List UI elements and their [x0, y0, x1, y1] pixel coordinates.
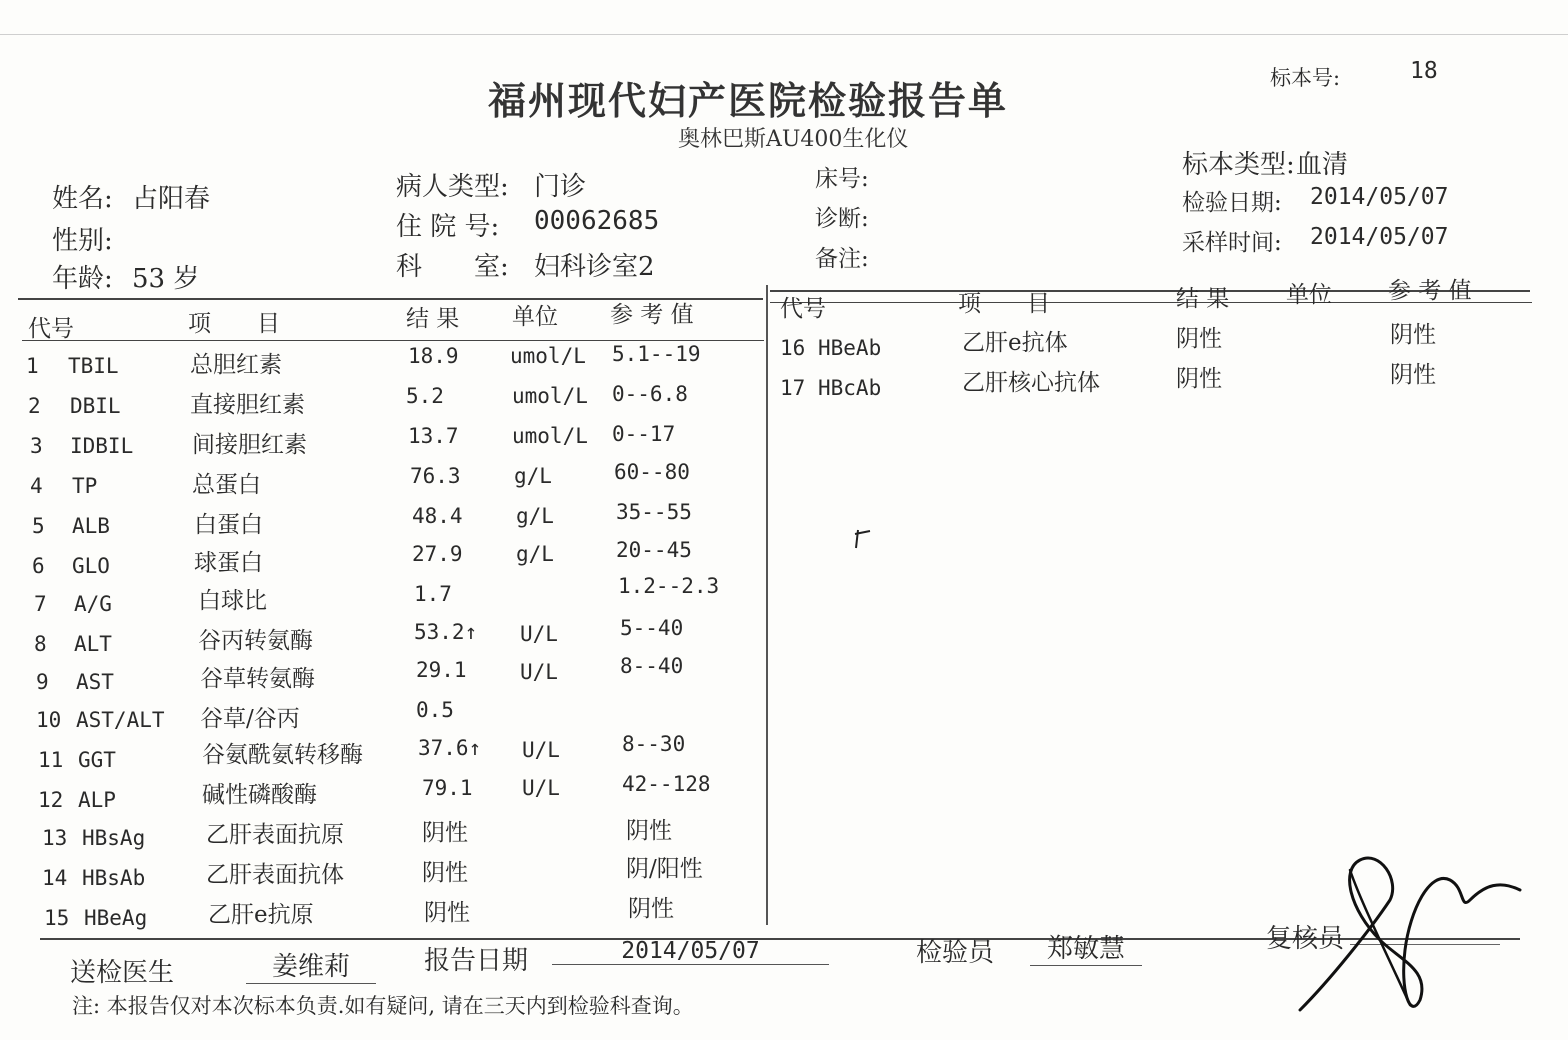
row-no: 12: [38, 788, 64, 812]
row-result: 37.6↑: [418, 736, 482, 760]
row-unit: U/L: [520, 622, 558, 646]
row-ref: 阴性: [1390, 322, 1436, 348]
doctor-name: 姜维莉: [246, 946, 376, 984]
patient-type: 门诊: [534, 172, 587, 202]
row-result: 阴性: [422, 820, 468, 846]
tester-name: 郑敏慧: [1030, 928, 1142, 966]
row-code: AST/ALT: [76, 708, 165, 732]
sample-time-label: 采样时间:: [1182, 230, 1282, 256]
row-no: 10: [36, 708, 62, 732]
row-unit: U/L: [520, 660, 558, 684]
row-code: HBeAg: [84, 906, 148, 930]
row-result: 76.3: [410, 464, 461, 488]
row-no: 15: [44, 906, 70, 930]
report-date: 2014/05/07: [552, 938, 829, 965]
header-unit: 单位: [512, 304, 558, 330]
row-no: 13: [42, 826, 68, 850]
header-code: 代号: [28, 316, 74, 342]
row-name: 谷氨酰氨转移酶: [202, 742, 363, 768]
header-result-right: 结 果: [1176, 286, 1230, 312]
row-result: 5.2: [406, 384, 444, 408]
row-code: IDBIL: [70, 434, 134, 458]
header-item-right: 项 目: [958, 291, 1050, 317]
row-name: 谷草转氨酶: [200, 666, 315, 692]
header-item: 项 目: [188, 311, 280, 337]
row-name: 球蛋白: [194, 550, 263, 576]
row-name: 乙肝表面抗原: [206, 822, 344, 848]
row-ref: 8--40: [620, 654, 684, 678]
sample-time: 2014/05/07: [1310, 224, 1449, 250]
department: 妇科诊室2: [534, 252, 655, 282]
sample-no: 18: [1410, 58, 1438, 84]
row-ref: 阴/阳性: [626, 856, 703, 882]
row-unit: g/L: [514, 464, 552, 488]
row-ref: 35--55: [616, 500, 692, 524]
row-unit: g/L: [516, 542, 554, 566]
row-unit: umol/L: [512, 424, 588, 448]
row-code: AST: [76, 670, 114, 694]
row-name: 谷丙转氨酶: [198, 628, 313, 654]
admission-no: 00062685: [534, 206, 660, 236]
row-code: GGT: [78, 748, 116, 772]
row-result: 48.4: [412, 504, 463, 528]
row-result: 1.7: [414, 582, 452, 606]
header-rule-left: [22, 340, 764, 341]
row-name: 直接胆红素: [190, 392, 305, 418]
row-no: 6: [32, 554, 45, 578]
name-label: 姓名:: [52, 184, 113, 214]
row-result: 阴性: [422, 860, 468, 886]
row-no: 5: [32, 514, 45, 538]
dept-label: 科 室:: [396, 252, 509, 282]
specimen-type-label: 标本类型:: [1182, 150, 1295, 180]
header-ref-right: 参 考 值: [1388, 278, 1472, 304]
reviewer-label: 复核员: [1266, 924, 1345, 954]
header-code-right: 代号: [780, 296, 826, 322]
row-ref: 60--80: [614, 460, 690, 484]
row-name: 总胆红素: [190, 352, 282, 378]
row-code: HBsAg: [82, 826, 146, 850]
row-result: 阴性: [424, 900, 470, 926]
row-name: 乙肝核心抗体: [962, 370, 1100, 396]
bed-label: 床号:: [815, 166, 869, 192]
header-unit-right: 单位: [1286, 282, 1332, 308]
age-label: 年龄:: [52, 264, 113, 294]
row-name: 谷草/谷丙: [200, 706, 300, 732]
row-ref: 0--6.8: [612, 382, 688, 406]
row-name: 乙肝e抗体: [962, 330, 1068, 356]
row-name: 总蛋白: [192, 472, 261, 498]
row-result: 53.2↑: [414, 620, 478, 644]
row-result: 13.7: [408, 424, 459, 448]
remarks-label: 备注:: [815, 246, 869, 272]
patient-type-label: 病人类型:: [396, 172, 509, 202]
row-unit: umol/L: [512, 384, 588, 408]
row-no: 9: [36, 670, 49, 694]
report-title: 福州现代妇产医院检验报告单: [488, 78, 1009, 123]
header-result: 结 果: [406, 306, 460, 332]
row-code: A/G: [74, 592, 112, 616]
sample-no-label: 标本号:: [1270, 66, 1341, 90]
row-code: ALB: [72, 514, 110, 538]
row-no: 7: [34, 592, 47, 616]
row-no: 3: [30, 434, 43, 458]
row-code: TP: [72, 474, 98, 498]
row-result: 79.1: [422, 776, 473, 800]
row-no: 16: [780, 336, 806, 360]
footer-note: 注: 本报告仅对本次标本负责.如有疑问, 请在三天内到检验科查询。: [72, 994, 694, 1018]
row-code: TBIL: [68, 354, 119, 378]
row-no: 4: [30, 474, 43, 498]
row-unit: g/L: [516, 504, 554, 528]
row-ref: 5--40: [620, 616, 684, 640]
row-ref: 20--45: [616, 538, 692, 562]
row-no: 14: [42, 866, 68, 890]
row-result: 29.1: [416, 658, 467, 682]
row-result: 0.5: [416, 698, 454, 722]
scan-edge: [0, 34, 1568, 35]
row-result: 27.9: [412, 542, 463, 566]
row-no: 1: [26, 354, 39, 378]
report-date-label: 报告日期: [424, 946, 529, 976]
row-unit: umol/L: [510, 344, 586, 368]
row-ref: 1.2--2.3: [618, 574, 720, 598]
row-no: 17: [780, 376, 806, 400]
row-code: GLO: [72, 554, 110, 578]
row-ref: 42--128: [622, 772, 711, 796]
row-no: 11: [38, 748, 64, 772]
row-ref: 阴性: [626, 818, 672, 844]
instrument-name: 奥林巴斯AU400生化仪: [678, 127, 909, 152]
row-result: 阴性: [1176, 326, 1222, 352]
row-unit: U/L: [522, 776, 560, 800]
row-ref: 阴性: [1390, 362, 1436, 388]
patient-name: 占阳春: [132, 184, 211, 214]
row-name: 间接胆红素: [192, 432, 307, 458]
header-ref: 参 考 值: [610, 302, 694, 328]
sex-label: 性别:: [52, 226, 113, 256]
tester-label: 检验员: [916, 938, 995, 968]
patient-age: 53 岁: [132, 264, 200, 294]
row-code: HBsAb: [82, 866, 146, 890]
row-ref: 5.1--19: [612, 342, 701, 366]
row-ref: 0--17: [612, 422, 676, 446]
row-result: 阴性: [1176, 366, 1222, 392]
admission-label: 住 院 号:: [396, 212, 500, 242]
column-divider: [766, 285, 768, 925]
row-code: HBeAb: [818, 336, 882, 360]
row-ref: 8--30: [622, 732, 686, 756]
row-no: 2: [28, 394, 41, 418]
diagnosis-label: 诊断:: [815, 206, 869, 232]
row-name: 乙肝e抗原: [208, 902, 314, 928]
row-result: 18.9: [408, 344, 459, 368]
row-code: DBIL: [70, 394, 121, 418]
row-name: 白蛋白: [194, 512, 263, 538]
specimen-type: 血清: [1296, 150, 1349, 180]
row-ref: 阴性: [628, 896, 674, 922]
doctor-label: 送检医生: [70, 958, 175, 988]
row-name: 碱性磷酸酶: [202, 782, 317, 808]
row-name: 白球比: [198, 588, 267, 614]
row-unit: U/L: [522, 738, 560, 762]
pen-mark: [852, 528, 876, 554]
row-name: 乙肝表面抗体: [206, 862, 344, 888]
reviewer-signature: [1290, 830, 1550, 1030]
test-date: 2014/05/07: [1310, 184, 1449, 210]
row-no: 8: [34, 632, 47, 656]
row-code: HBcAb: [818, 376, 882, 400]
row-code: ALP: [78, 788, 116, 812]
row-code: ALT: [74, 632, 112, 656]
test-date-label: 检验日期:: [1182, 190, 1282, 216]
